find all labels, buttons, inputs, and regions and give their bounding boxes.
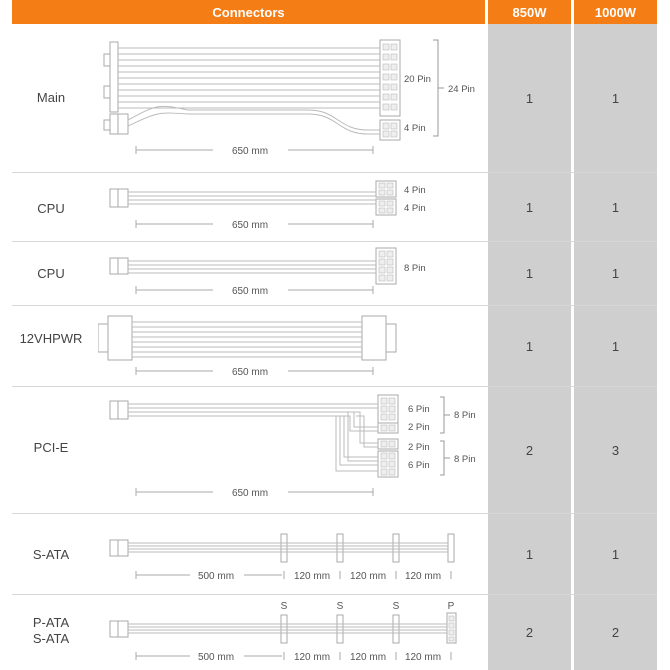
main-4pin-label: 4 Pin (404, 123, 426, 134)
pata-seg2-label: 120 mm (349, 652, 387, 663)
pcie-length-label: 650 mm (231, 488, 269, 499)
header-connectors: Connectors (12, 0, 485, 24)
pcie-2pin-a-label: 2 Pin (408, 422, 430, 433)
sata-length-label: 500 mm (197, 571, 235, 582)
row-12vhpwr (12, 306, 657, 386)
12vhpwr-length-label: 650 mm (231, 367, 269, 378)
main-20pin-label: 20 Pin (404, 74, 431, 85)
sata-seg1-label: 120 mm (293, 571, 331, 582)
connector-name-line1: P-ATA (32, 615, 70, 630)
connector-name: PCI-E (33, 440, 69, 455)
value-850w: 1 (488, 306, 571, 386)
pata-seg1-label: 120 mm (293, 652, 331, 663)
pcie-2pin-b-label: 2 Pin (408, 442, 430, 453)
row-main (12, 24, 657, 172)
sata-drawing (98, 514, 494, 594)
sata-seg3-label: 120 mm (404, 571, 442, 582)
sata-tag-2: S (336, 601, 344, 612)
value-1000w: 1 (574, 173, 657, 241)
row-sata (12, 514, 657, 594)
sata-tag-1: S (280, 601, 288, 612)
value-1000w: 1 (574, 242, 657, 305)
pcie-8pin-a-label: 8 Pin (454, 410, 476, 421)
pata-length-label: 500 mm (197, 652, 235, 663)
cpu-4pin-b-label: 4 Pin (404, 203, 426, 214)
value-1000w: 1 (574, 24, 657, 172)
connector-name: S-ATA (32, 547, 70, 562)
value-850w: 1 (488, 24, 571, 172)
value-850w: 1 (488, 514, 571, 594)
pata-sata-drawing (98, 595, 494, 670)
cpu-8pin-drawing (98, 242, 494, 305)
main-cable-drawing (98, 24, 494, 172)
cpu-length-label: 650 mm (231, 286, 269, 297)
pata-seg3-label: 120 mm (404, 652, 442, 663)
pcie-6pin-b-label: 6 Pin (408, 460, 430, 471)
12vhpwr-drawing (98, 306, 494, 386)
connector-name-line2: S-ATA (32, 631, 70, 646)
header-850w: 850W (488, 0, 571, 24)
value-1000w: 1 (574, 306, 657, 386)
value-850w: 1 (488, 242, 571, 305)
row-pata-sata (12, 595, 657, 670)
connector-name: 12VHPWR (19, 331, 83, 346)
pata-tag: P (447, 601, 455, 612)
connector-name: Main (36, 90, 66, 105)
main-24pin-label: 24 Pin (448, 84, 475, 95)
pcie-6pin-a-label: 6 Pin (408, 404, 430, 415)
cpu-4plus4-drawing (98, 173, 494, 241)
cpu-4pin-a-label: 4 Pin (404, 185, 426, 196)
connector-name: CPU (37, 266, 65, 281)
pcie-8pin-b-label: 8 Pin (454, 454, 476, 465)
main-length-label: 650 mm (231, 146, 269, 157)
connector-name: CPU (37, 201, 65, 216)
value-1000w: 3 (574, 387, 657, 513)
value-850w: 2 (488, 595, 571, 670)
pcie-drawing (98, 387, 494, 513)
cpu-length-label: 650 mm (231, 220, 269, 231)
row-cpu-4plus4 (12, 173, 657, 241)
sata-seg2-label: 120 mm (349, 571, 387, 582)
value-1000w: 2 (574, 595, 657, 670)
header-1000w: 1000W (574, 0, 657, 24)
value-850w: 2 (488, 387, 571, 513)
row-cpu-8pin (12, 242, 657, 305)
cpu-8pin-label: 8 Pin (404, 263, 426, 274)
sata-tag-3: S (392, 601, 400, 612)
value-1000w: 1 (574, 514, 657, 594)
value-850w: 1 (488, 173, 571, 241)
row-pcie (12, 387, 657, 513)
